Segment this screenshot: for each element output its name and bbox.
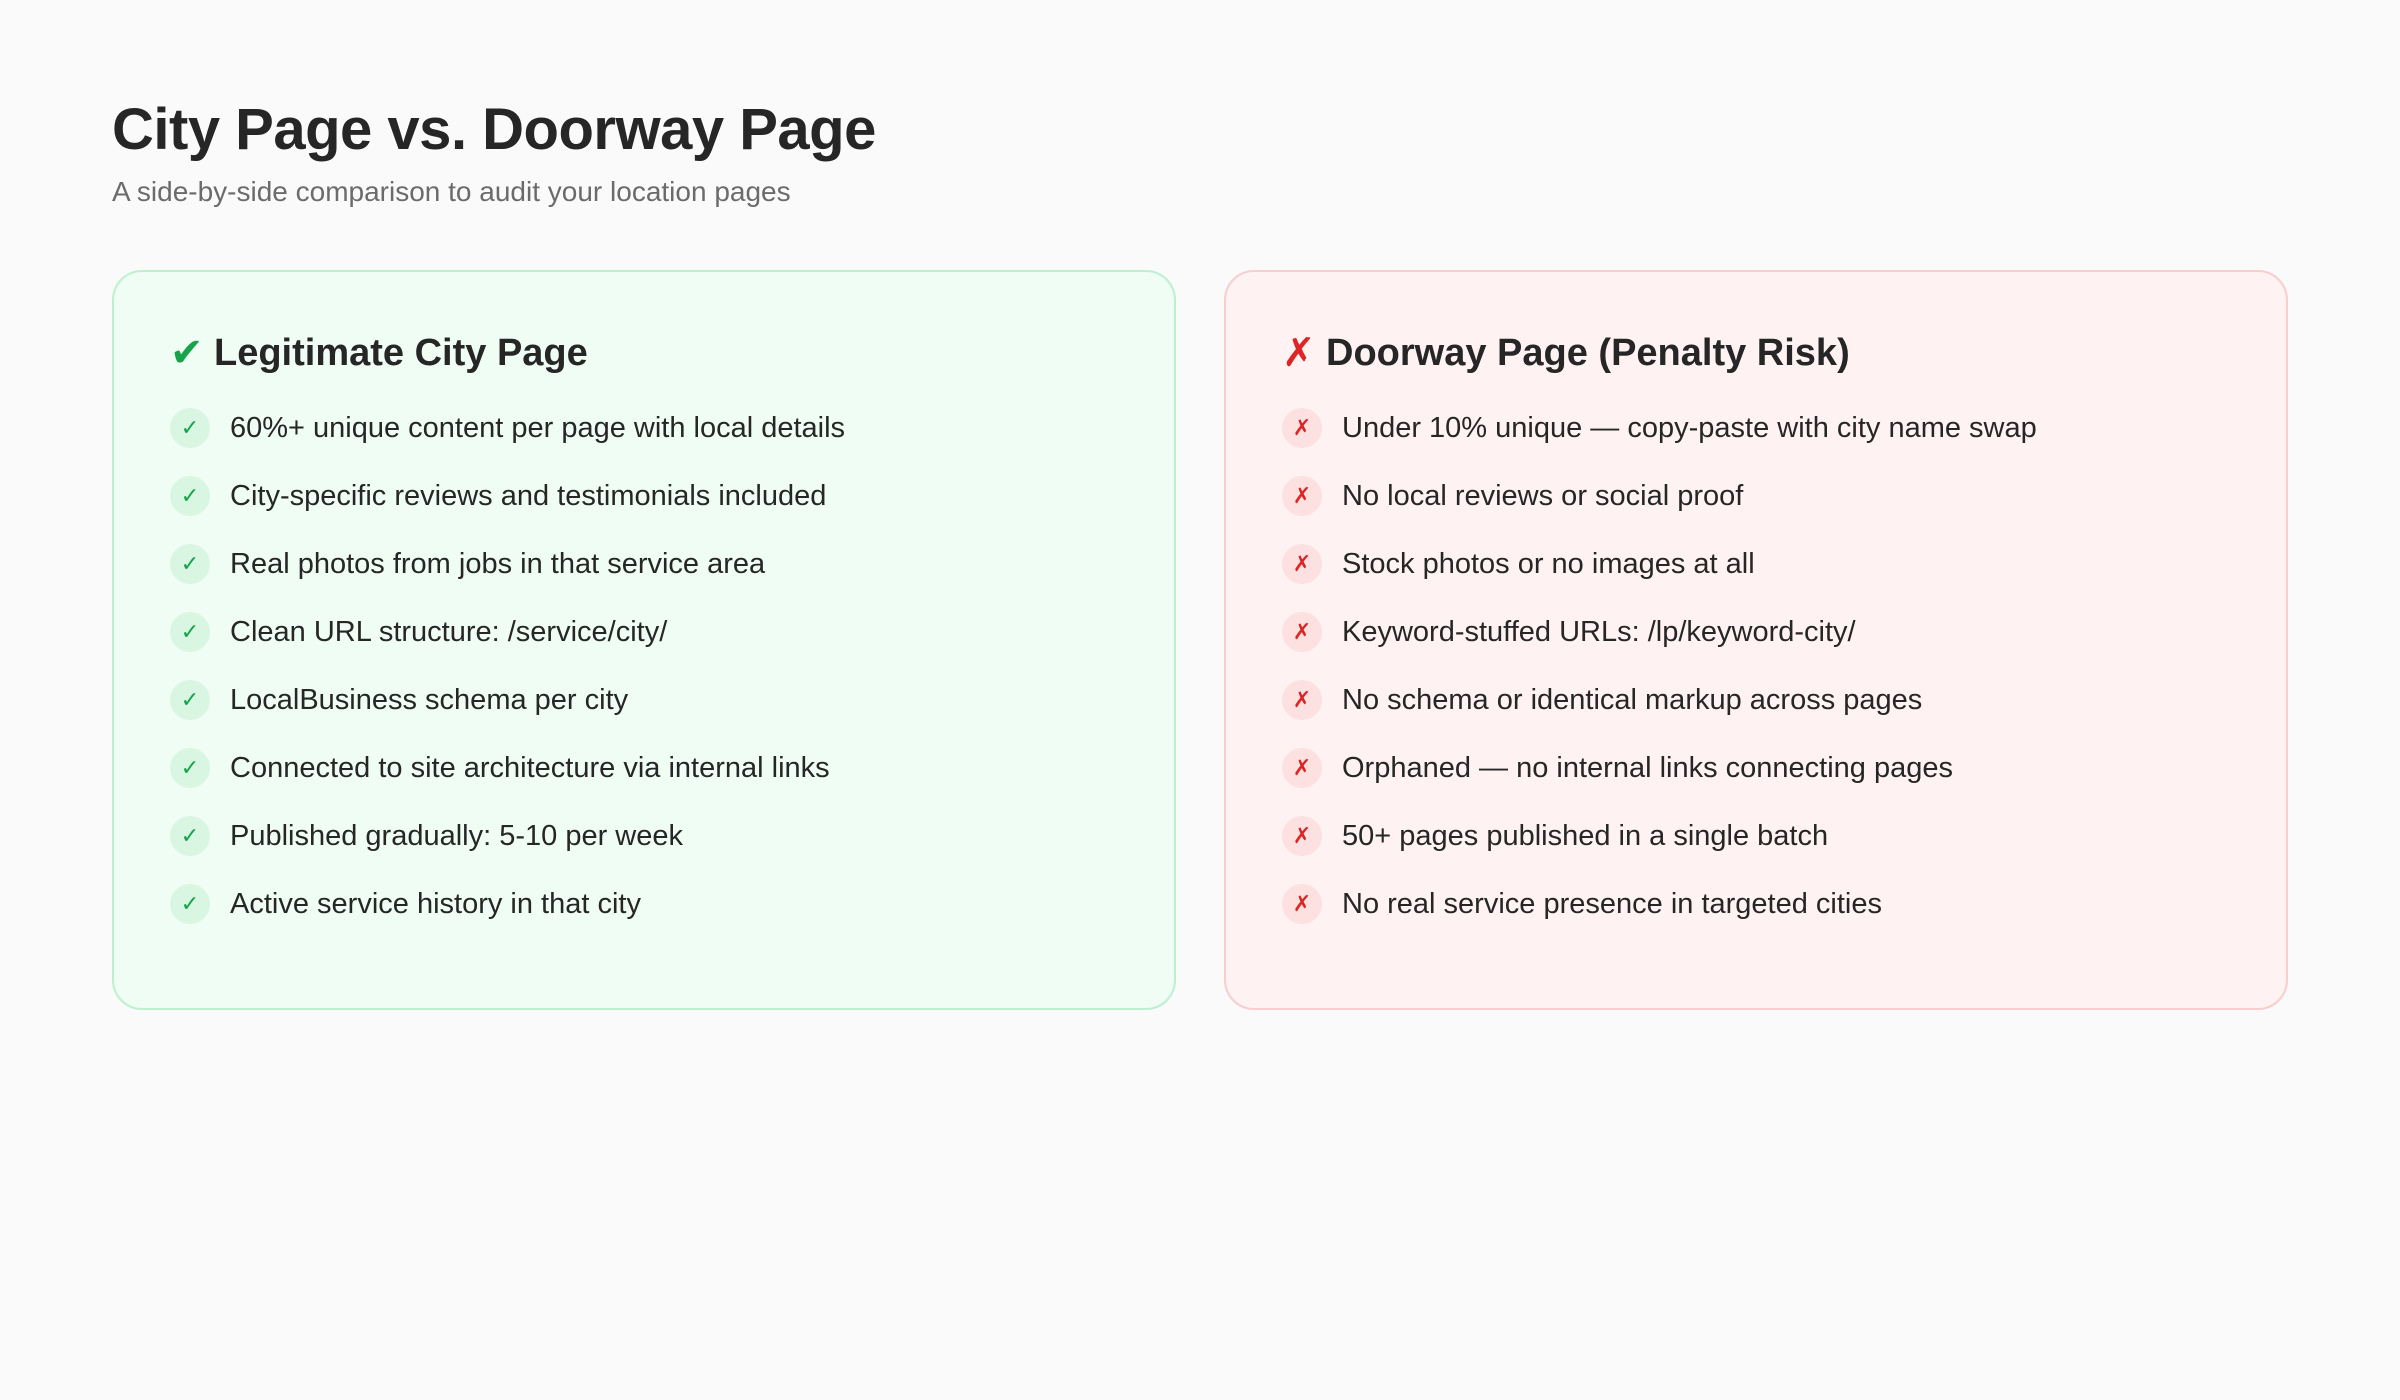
list-item	[1282, 666, 2230, 734]
cross-icon: ✗	[1282, 544, 1322, 584]
item-text: Keyword-stuffed URLs: /lp/keyword-city/	[1342, 616, 1856, 648]
item-text: Connected to site architecture via internal links	[230, 752, 830, 784]
list-item	[1282, 802, 2230, 870]
item-text: No local reviews or social proof	[1342, 480, 1744, 512]
list-item	[1282, 870, 2230, 938]
cross-icon: ✗	[1282, 331, 1316, 375]
list-item	[170, 530, 1118, 598]
check-icon: ✓	[170, 816, 210, 856]
list-item	[170, 802, 1118, 870]
item-text: No real service presence in targeted cities	[1342, 888, 1882, 920]
item-text: City-specific reviews and testimonials included	[230, 480, 827, 512]
check-icon: ✓	[170, 612, 210, 652]
list-item	[170, 394, 1118, 462]
cross-icon: ✗	[1282, 408, 1322, 448]
check-icon: ✓	[170, 544, 210, 584]
item-text: LocalBusiness schema per city	[230, 684, 629, 716]
doorway-page-card	[1224, 270, 2288, 1010]
item-text: Real photos from jobs in that service area	[230, 548, 766, 580]
item-text: No schema or identical markup across pages	[1342, 684, 1923, 716]
item-text: Active service history in that city	[230, 888, 641, 920]
legitimate-city-page-card	[112, 270, 1176, 1010]
page-title: City Page vs. Doorway Page	[112, 97, 876, 162]
bad-items-list	[1282, 394, 2230, 938]
good-items-list	[170, 394, 1118, 938]
card-title: Doorway Page (Penalty Risk)	[1326, 332, 1850, 374]
cross-icon: ✗	[1282, 476, 1322, 516]
list-item	[170, 666, 1118, 734]
comparison-cards	[112, 270, 2288, 1010]
cross-icon: ✗	[1282, 680, 1322, 720]
item-text: 60%+ unique content per page with local details	[230, 412, 846, 444]
check-icon: ✓	[170, 408, 210, 448]
check-icon: ✓	[170, 884, 210, 924]
list-item	[170, 462, 1118, 530]
cross-icon: ✗	[1282, 612, 1322, 652]
card-header	[170, 328, 1118, 378]
list-item	[1282, 734, 2230, 802]
item-text: Orphaned — no internal links connecting pages	[1342, 752, 1953, 784]
item-text: Clean URL structure: /service/city/	[230, 616, 668, 648]
list-item	[1282, 598, 2230, 666]
check-icon: ✔	[170, 331, 204, 375]
cross-icon: ✗	[1282, 884, 1322, 924]
page-subtitle: A side-by-side comparison to audit your location pages	[112, 176, 791, 207]
list-item	[170, 598, 1118, 666]
card-header	[1282, 328, 2230, 378]
list-item	[1282, 530, 2230, 598]
list-item	[1282, 462, 2230, 530]
item-text: 50+ pages published in a single batch	[1342, 820, 1829, 852]
check-icon: ✓	[170, 680, 210, 720]
check-icon: ✓	[170, 476, 210, 516]
item-text: Stock photos or no images at all	[1342, 548, 1755, 580]
cross-icon: ✗	[1282, 816, 1322, 856]
cross-icon: ✗	[1282, 748, 1322, 788]
check-icon: ✓	[170, 748, 210, 788]
list-item	[170, 734, 1118, 802]
list-item	[170, 870, 1118, 938]
item-text: Under 10% unique — copy-paste with city name swap	[1342, 412, 2037, 444]
card-title: Legitimate City Page	[214, 332, 588, 374]
list-item	[1282, 394, 2230, 462]
item-text: Published gradually: 5-10 per week	[230, 820, 683, 852]
